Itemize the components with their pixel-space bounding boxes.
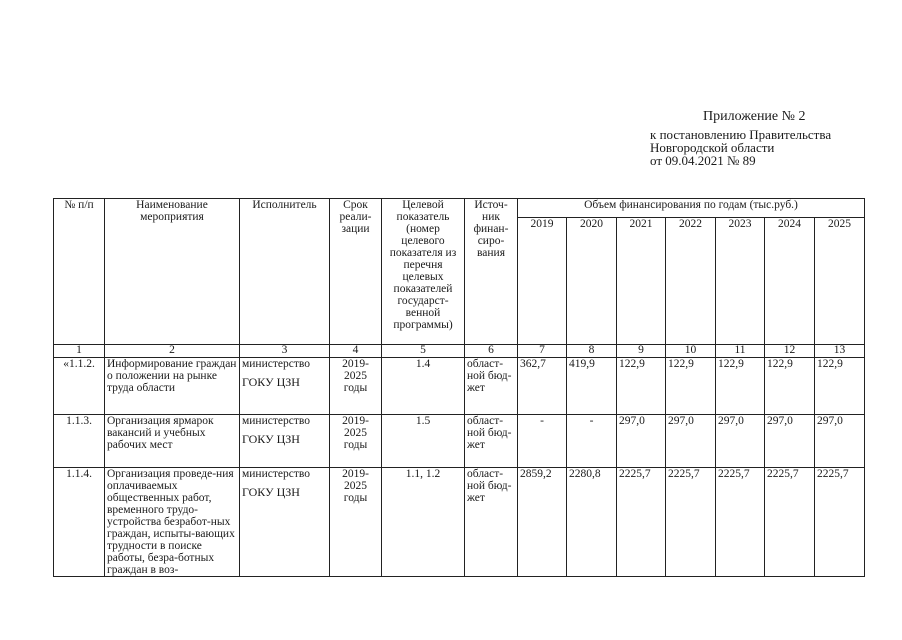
amount-cell: 122,9 xyxy=(815,358,865,415)
target-cell: 1.4 xyxy=(382,358,465,415)
executor-ministry: министерство xyxy=(242,358,310,370)
executor-ministry: министерство xyxy=(242,468,310,480)
header-no: № п/п xyxy=(54,199,105,345)
amount-cell: 297,0 xyxy=(666,415,716,468)
appendix-line: Новгородской области xyxy=(650,140,775,155)
amount-cell: 2225,7 xyxy=(617,468,666,577)
table-row xyxy=(54,468,865,577)
amount-cell: 122,9 xyxy=(666,358,716,415)
activity-name: Организация ярмарок вакансий и учебных рабочих мест xyxy=(105,415,240,468)
amount-cell: 122,9 xyxy=(716,358,765,415)
activity-name: Организация проведе-ния оплачиваемых общественных работ, временного трудо-устройства безработ-ных граждан, испыты-вающих трудности в поиске работы, безра-ботных граждан в воз- xyxy=(105,468,240,577)
column-number: 8 xyxy=(567,345,617,358)
column-number: 5 xyxy=(382,345,465,358)
column-number: 11 xyxy=(716,345,765,358)
column-number: 1 xyxy=(54,345,105,358)
source-cell: област-ной бюд-жет xyxy=(465,468,518,577)
amount-cell: 2225,7 xyxy=(666,468,716,577)
amount-cell: 362,7 xyxy=(518,358,567,415)
row-number: «1.1.2. xyxy=(54,358,105,415)
header-source: Источ-ник финан-сиро-вания xyxy=(465,199,518,345)
executor-cell xyxy=(240,468,330,577)
column-number: 3 xyxy=(240,345,330,358)
executor-cell xyxy=(240,415,330,468)
column-number: 7 xyxy=(518,345,567,358)
table-row xyxy=(54,358,865,415)
amount-cell: 2225,7 xyxy=(815,468,865,577)
source-cell: област-ной бюд-жет xyxy=(465,415,518,468)
executor-org: ГОКУ ЦЗН xyxy=(242,432,300,446)
header-name: Наименование мероприятия xyxy=(105,199,240,345)
term-cell: 2019-2025 годы xyxy=(330,468,382,577)
executor-cell xyxy=(240,358,330,415)
amount-cell: 419,9 xyxy=(567,358,617,415)
financing-table xyxy=(53,198,865,577)
target-cell: 1.1, 1.2 xyxy=(382,468,465,577)
amount-cell: 122,9 xyxy=(765,358,815,415)
row-number: 1.1.3. xyxy=(54,415,105,468)
amount-cell: 2280,8 xyxy=(567,468,617,577)
row-number: 1.1.4. xyxy=(54,468,105,577)
term-cell: 2019-2025 годы xyxy=(330,415,382,468)
header-funding: Объем финансирования по годам (тыс.руб.) xyxy=(518,199,865,218)
header-year: 2024 xyxy=(765,218,815,345)
activity-name: Информирование граждан о положении на рынке труда области xyxy=(105,358,240,415)
amount-cell: 2225,7 xyxy=(765,468,815,577)
header-year: 2023 xyxy=(716,218,765,345)
header-year: 2025 xyxy=(815,218,865,345)
header-target: Целевой показатель (номер целевого показателя из перечня целевых показателей государст-венной программы) xyxy=(382,199,465,345)
appendix-reference xyxy=(650,128,831,167)
target-cell: 1.5 xyxy=(382,415,465,468)
amount-cell: 297,0 xyxy=(716,415,765,468)
column-number: 9 xyxy=(617,345,666,358)
amount-cell: 297,0 xyxy=(617,415,666,468)
column-number: 12 xyxy=(765,345,815,358)
column-number: 2 xyxy=(105,345,240,358)
column-number: 10 xyxy=(666,345,716,358)
column-number: 13 xyxy=(815,345,865,358)
header-term: Срок реали-зации xyxy=(330,199,382,345)
appendix-line: к постановлению Правительства xyxy=(650,127,832,142)
amount-cell: 2225,7 xyxy=(716,468,765,577)
header-year: 2020 xyxy=(567,218,617,345)
header-year: 2019 xyxy=(518,218,567,345)
term-cell: 2019-2025 годы xyxy=(330,358,382,415)
source-cell: област-ной бюд-жет xyxy=(465,358,518,415)
amount-cell: 122,9 xyxy=(617,358,666,415)
header-year: 2021 xyxy=(617,218,666,345)
executor-ministry: министерство xyxy=(242,415,310,427)
header-executor: Исполнитель xyxy=(240,199,330,345)
header-year: 2022 xyxy=(666,218,716,345)
appendix-line: от 09.04.2021 № 89 xyxy=(650,153,756,168)
amount-cell: 2859,2 xyxy=(518,468,567,577)
amount-cell: - xyxy=(567,415,617,468)
executor-org: ГОКУ ЦЗН xyxy=(242,375,300,389)
column-number: 6 xyxy=(465,345,518,358)
table-row xyxy=(54,415,865,468)
amount-cell: - xyxy=(518,415,567,468)
amount-cell: 297,0 xyxy=(765,415,815,468)
executor-org: ГОКУ ЦЗН xyxy=(242,485,300,499)
amount-cell: 297,0 xyxy=(815,415,865,468)
column-number: 4 xyxy=(330,345,382,358)
appendix-title: Приложение № 2 xyxy=(703,109,806,124)
